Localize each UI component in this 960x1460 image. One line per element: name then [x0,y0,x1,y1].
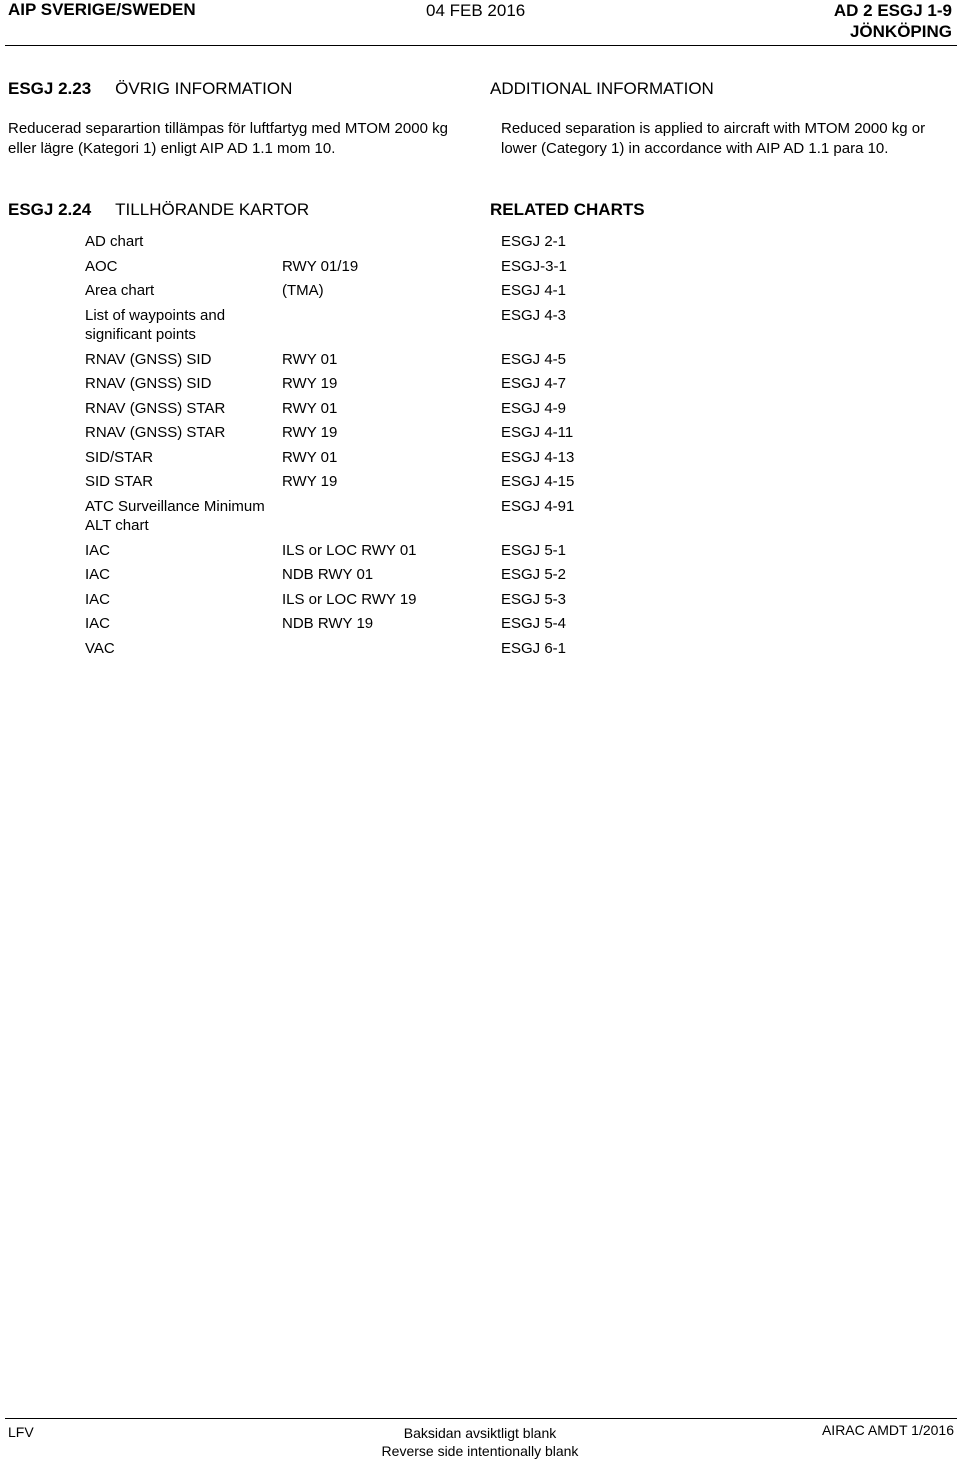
footer-publisher: LFV [8,1424,34,1440]
chart-detail: RWY 01 [282,350,338,368]
header-publication: AIP SVERIGE/SWEDEN [8,0,196,19]
chart-row [85,639,701,664]
chart-reference: ESGJ 4-5 [501,350,567,368]
section-224-heading-sv [8,200,309,220]
chart-reference: ESGJ-3-1 [501,257,567,275]
chart-reference: ESGJ 4-1 [501,282,567,299]
chart-row [85,399,701,424]
chart-detail: ILS or LOC RWY 19 [282,590,417,608]
chart-name: Area chart [85,282,155,299]
section-224-title-sv: TILLHÖRANDE KARTOR [115,200,310,219]
section-223-title-en: ADDITIONAL INFORMATION [490,79,714,98]
chart-detail: (TMA) [282,282,324,299]
chart-detail: RWY 01/19 [282,257,359,275]
chart-detail: RWY 01 [282,399,338,417]
chart-row [85,565,701,590]
chart-name: SID/STAR [85,448,154,466]
chart-reference: ESGJ 5-1 [501,541,567,559]
chart-detail [282,497,501,541]
chart-name: List of waypoints and significant points [85,306,226,343]
header-page-block [834,0,952,42]
chart-name: IAC [85,541,111,559]
chart-row [85,448,701,473]
chart-reference: ESGJ 4-3 [501,306,567,324]
footer-amendment: AIRAC AMDT 1/2016 [821,1422,954,1438]
chart-reference: ESGJ 6-1 [501,639,567,657]
chart-name: VAC [85,639,115,657]
chart-reference: ESGJ 5-2 [501,566,567,583]
chart-row [85,281,701,306]
chart-reference: ESGJ 4-9 [501,399,567,417]
chart-detail [282,306,501,350]
chart-row [85,232,701,257]
related-charts-rows [85,232,701,663]
chart-reference: ESGJ 2-1 [501,233,567,250]
section-224-title-en: RELATED CHARTS [490,200,645,219]
chart-row [85,472,701,497]
chart-reference: ESGJ 4-15 [501,473,575,490]
section-223-number: ESGJ 2.23 [8,79,92,98]
chart-reference: ESGJ 5-4 [501,615,567,632]
section-223-title-sv: ÖVRIG INFORMATION [115,79,293,98]
chart-name: ATC Surveillance Minimum ALT chart [85,497,265,534]
chart-row [85,614,701,639]
chart-row [85,497,701,541]
chart-reference: ESGJ 4-13 [501,448,575,466]
chart-detail: RWY 01 [282,448,338,466]
footer-notice [0,1424,960,1460]
chart-row [85,541,701,566]
footer-notice-sv: Baksidan avsiktligt blank [403,1425,557,1441]
chart-name: IAC [85,615,111,632]
chart-detail: RWY 19 [282,375,338,392]
chart-reference: ESGJ 4-91 [501,497,575,515]
section-223-text-sv: Reducerad separartion tillämpas för luftfartyg med MTOM 2000 kg eller lägre (Kategori 1) enligt AIP AD 1.1 mom 10. [8,120,448,157]
header-page-ref: AD 2 ESGJ 1-9 [833,1,952,20]
section-223-text-en: Reduced separation is applied to aircraft with MTOM 2000 kg or lower (Category 1) in accordance with AIP AD 1.1 para 10. [501,120,926,157]
chart-name: IAC [85,566,111,583]
footer-rule [5,1418,957,1419]
chart-row [85,257,701,282]
chart-detail [282,232,501,257]
chart-row [85,350,701,375]
chart-row [85,306,701,350]
chart-detail: ILS or LOC RWY 01 [282,541,417,559]
related-charts-table [85,232,701,663]
footer-notice-en: Reverse side intentionally blank [381,1443,579,1459]
chart-name: RNAV (GNSS) SID [85,375,212,392]
header-rule [5,45,957,46]
chart-name: AD chart [85,233,144,250]
chart-name: RNAV (GNSS) STAR [85,399,226,417]
chart-reference: ESGJ 4-11 [501,424,574,441]
chart-row [85,590,701,615]
chart-detail: RWY 19 [282,424,338,441]
chart-name: RNAV (GNSS) SID [85,350,212,368]
chart-name: IAC [85,590,111,608]
chart-name: SID STAR [85,473,154,490]
chart-name: AOC [85,257,118,275]
chart-detail: NDB RWY 01 [282,566,374,583]
chart-reference: ESGJ 4-7 [501,375,567,392]
header-aerodrome: JÖNKÖPING [849,22,952,41]
chart-detail: RWY 19 [282,473,338,490]
chart-name: RNAV (GNSS) STAR [85,424,226,441]
chart-row [85,423,701,448]
chart-row [85,374,701,399]
section-223-heading-sv [8,79,292,99]
header-date: 04 FEB 2016 [426,1,526,20]
chart-detail: NDB RWY 19 [282,615,374,632]
section-224-number: ESGJ 2.24 [8,200,92,219]
chart-reference: ESGJ 5-3 [501,590,567,608]
chart-detail [282,639,501,664]
